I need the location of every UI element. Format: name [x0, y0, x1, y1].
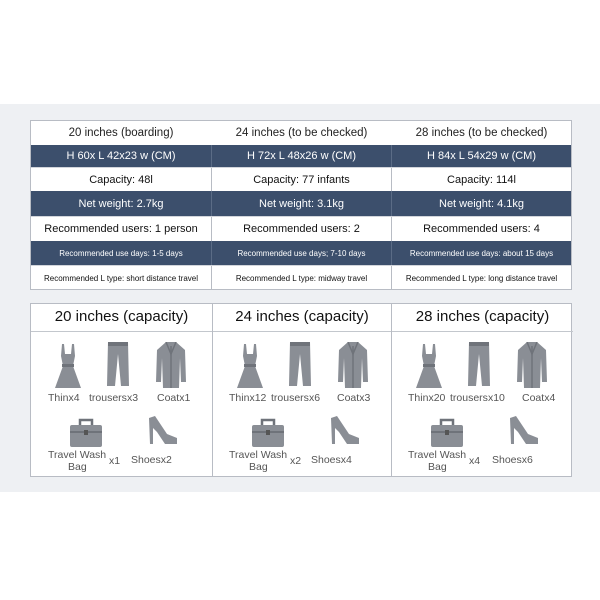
high-heel-shoe-icon: [147, 414, 179, 446]
capacity-column-24: [212, 304, 392, 476]
dress-icon: [53, 344, 83, 390]
capacity-title: 20 inches (capacity): [54, 308, 189, 325]
trousers-label: trousersx10: [450, 392, 505, 404]
spec-row-type: [31, 265, 571, 290]
dress-icon: [235, 344, 265, 390]
spec-weight-20: Net weight: 2.7kg: [78, 197, 164, 210]
spec-type-24: Recommended L type: midway travel: [211, 266, 392, 290]
spec-use-days-20: Recommended use days: 1-5 days: [59, 248, 183, 258]
trousers-icon: [288, 342, 312, 386]
high-heel-shoe-icon: [508, 414, 540, 446]
capacity-column-28: [392, 304, 573, 476]
spec-title-28: 28 inches (to be checked): [415, 127, 548, 139]
divider: [213, 331, 391, 332]
high-heel-shoe-icon: [329, 414, 361, 446]
spec-row-capacity: [31, 167, 571, 191]
spec-size-24: H 72x L 48x26 w (CM): [211, 145, 392, 167]
coat-icon: [337, 342, 369, 388]
spec-users-24: Recommended users: 2: [211, 217, 392, 241]
trousers-label: trousersx6: [271, 392, 321, 404]
capacity-title: 24 inches (capacity): [235, 308, 369, 325]
shoes-label: Shoesx4: [311, 454, 352, 466]
dress-icon: [414, 344, 444, 390]
wash-bag-label: Travel Wash Bag: [408, 449, 467, 473]
spec-row-use-days: [31, 241, 571, 265]
spec-use-days-24: Recommended use days; 7-10 days: [211, 241, 392, 265]
coat-label: Coatx3: [337, 392, 371, 404]
spec-type-20: Recommended L type: short distance travel: [43, 273, 198, 283]
wash-bag-label: Travel Wash Bag: [229, 449, 288, 473]
spec-capacity-24: Capacity: 77 infants: [211, 168, 392, 191]
spec-row-title: [31, 121, 571, 145]
dress-label: Thinx20: [408, 392, 446, 404]
coat-label: Coatx1: [157, 392, 191, 404]
wash-bag-icon: [69, 418, 103, 448]
spec-users-28: Recommended users: 4: [423, 223, 540, 235]
coat-icon: [155, 342, 187, 388]
spec-size-28: H 84x L 54x29 w (CM): [426, 150, 537, 162]
spec-row-users: [31, 216, 571, 241]
shoes-label: Shoesx2: [131, 454, 172, 466]
divider: [392, 331, 573, 332]
coat-label: Coatx4: [522, 392, 556, 404]
spec-weight-28: Net weight: 4.1kg: [439, 197, 524, 210]
divider: [31, 331, 212, 332]
wash-bag-label: Travel Wash Bag: [48, 449, 107, 473]
dress-label: Thinx4: [48, 392, 80, 404]
spec-use-days-28: Recommended use days: about 15 days: [409, 248, 554, 258]
wash-bag-qty: x1: [109, 455, 121, 467]
spec-capacity-28: Capacity: 114l: [447, 173, 516, 186]
wash-bag-icon: [430, 418, 464, 448]
trousers-icon: [106, 342, 130, 386]
spec-title-20: 20 inches (boarding): [68, 127, 174, 139]
spec-users-20: Recommended users: 1 person: [44, 223, 198, 235]
spec-table: [30, 120, 572, 290]
wash-bag-icon: [251, 418, 285, 448]
trousers-icon: [467, 342, 491, 386]
shoes-label: Shoesx6: [492, 454, 533, 466]
coat-icon: [516, 342, 548, 388]
trousers-label: trousersx3: [89, 392, 139, 404]
spec-size-20: H 60x L 42x23 w (CM): [66, 150, 176, 162]
wash-bag-qty: x2: [290, 455, 302, 467]
wash-bag-qty: x4: [469, 455, 481, 467]
dress-label: Thinx12: [229, 392, 267, 404]
capacity-column-20: [31, 304, 212, 476]
spec-title-24: 24 inches (to be checked): [235, 127, 368, 139]
spec-row-size: [31, 145, 571, 167]
spec-capacity-20: Capacity: 48l: [89, 173, 153, 186]
capacity-section: [30, 303, 572, 477]
spec-row-weight: [31, 191, 571, 216]
capacity-title: 28 inches (capacity): [415, 308, 550, 325]
spec-type-28: Recommended L type: long distance travel: [405, 273, 558, 283]
spec-weight-24: Net weight: 3.1kg: [211, 191, 392, 216]
